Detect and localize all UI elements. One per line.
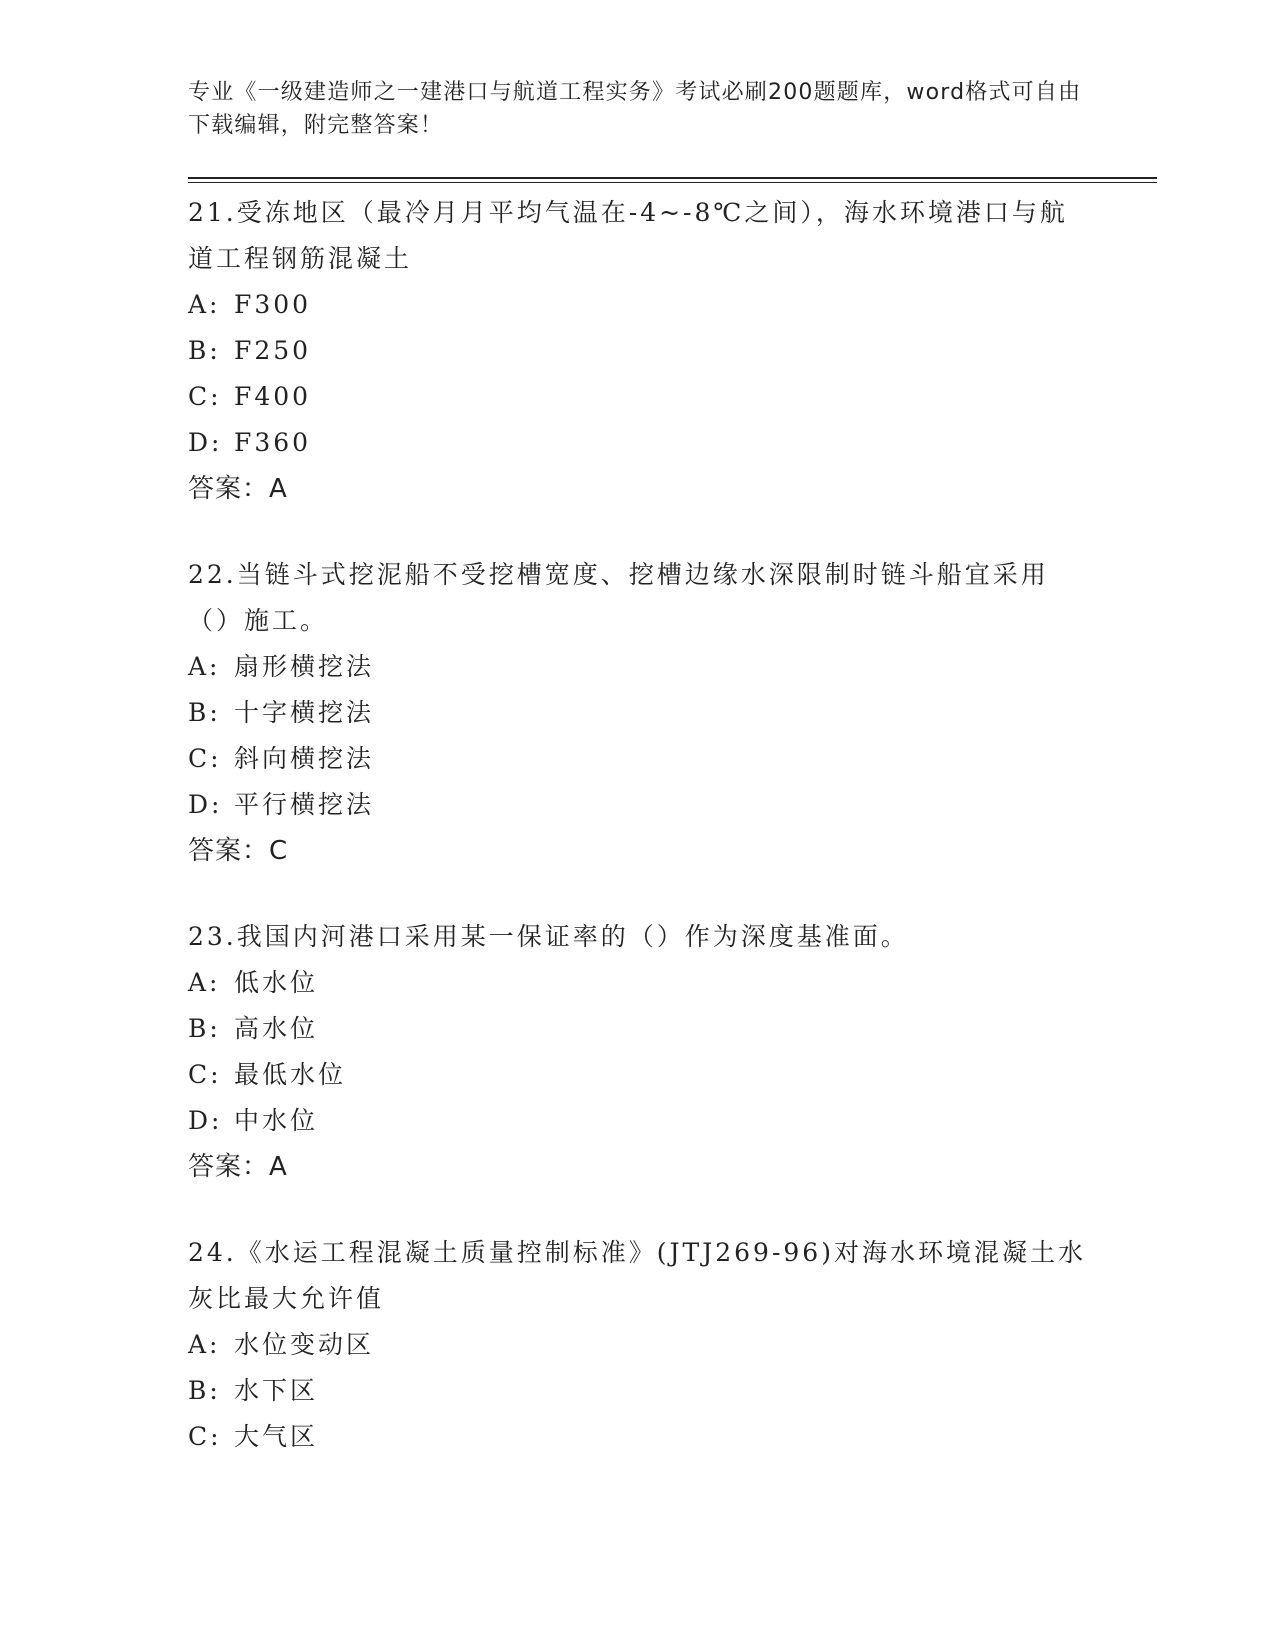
answer-line: 答案：A <box>188 1152 288 1182</box>
question-stem: 22.当链斗式挖泥船不受挖槽宽度、挖槽边缘水深限制时链斗船宜采用（）施工。 <box>188 560 1049 635</box>
option-text: F400 <box>234 382 312 411</box>
option-text: 斜向横挖法 <box>234 744 375 773</box>
option-text: F360 <box>234 428 312 457</box>
option-text: 水下区 <box>234 1376 319 1405</box>
option-letter: D: <box>188 790 223 819</box>
question-stem: 24.《水运工程混凝土质量控制标准》(JTJ269-96)对海水环境混凝土水灰比最大允许值 <box>188 1238 1086 1313</box>
question-24 <box>188 1230 1088 1460</box>
option-text: 大气区 <box>234 1422 319 1451</box>
option-letter: A: <box>188 652 221 681</box>
option-text: F250 <box>234 336 312 365</box>
option-letter: A: <box>188 968 221 997</box>
option-c <box>188 1052 1088 1098</box>
option-a <box>188 960 1088 1006</box>
option-text: F300 <box>234 290 312 319</box>
option-text: 十字横挖法 <box>234 698 375 727</box>
option-b <box>188 1006 1088 1052</box>
option-letter: A: <box>188 1330 221 1359</box>
header-title: 专业《一级建造师之一建港口与航道工程实务》考试必刷200题题库，word格式可自由下载编辑，附完整答案！ <box>188 80 1082 138</box>
option-text: 水位变动区 <box>234 1330 375 1359</box>
option-a <box>188 1322 1088 1368</box>
option-letter: B: <box>188 1376 221 1405</box>
option-letter: B: <box>188 1014 221 1043</box>
option-c <box>188 736 1088 782</box>
question-21 <box>188 190 1088 512</box>
option-d <box>188 1098 1088 1144</box>
option-d <box>188 420 1088 466</box>
question-stem: 21.受冻地区（最冷月月平均气温在-4~-8℃之间），海水环境港口与航道工程钢筋混凝土 <box>188 198 1068 273</box>
header-rule-thick <box>188 177 1157 179</box>
option-letter: C: <box>188 382 222 411</box>
header-rule-thin <box>188 182 1157 183</box>
option-letter: B: <box>188 336 221 365</box>
option-letter: C: <box>188 744 222 773</box>
option-c <box>188 374 1088 420</box>
question-22 <box>188 552 1088 874</box>
option-d <box>188 782 1088 828</box>
option-a <box>188 282 1088 328</box>
option-text: 平行横挖法 <box>234 790 375 819</box>
option-b <box>188 328 1088 374</box>
question-23 <box>188 914 1088 1190</box>
option-b <box>188 690 1088 736</box>
question-list <box>188 190 1088 1500</box>
option-b <box>188 1368 1088 1414</box>
question-stem: 23.我国内河港口采用某一保证率的（）作为深度基准面。 <box>188 922 909 951</box>
option-text: 最低水位 <box>234 1060 347 1089</box>
option-text: 扇形横挖法 <box>234 652 375 681</box>
option-letter: D: <box>188 428 223 457</box>
option-letter: A: <box>188 290 221 319</box>
option-letter: C: <box>188 1422 222 1451</box>
answer-line: 答案：C <box>188 836 289 866</box>
option-letter: C: <box>188 1060 222 1089</box>
option-a <box>188 644 1088 690</box>
option-letter: B: <box>188 698 221 727</box>
option-text: 低水位 <box>234 968 319 997</box>
answer-line: 答案：A <box>188 474 288 504</box>
document-header <box>188 76 1088 142</box>
option-text: 高水位 <box>234 1014 319 1043</box>
option-letter: D: <box>188 1106 223 1135</box>
option-text: 中水位 <box>234 1106 319 1135</box>
option-c <box>188 1414 1088 1460</box>
